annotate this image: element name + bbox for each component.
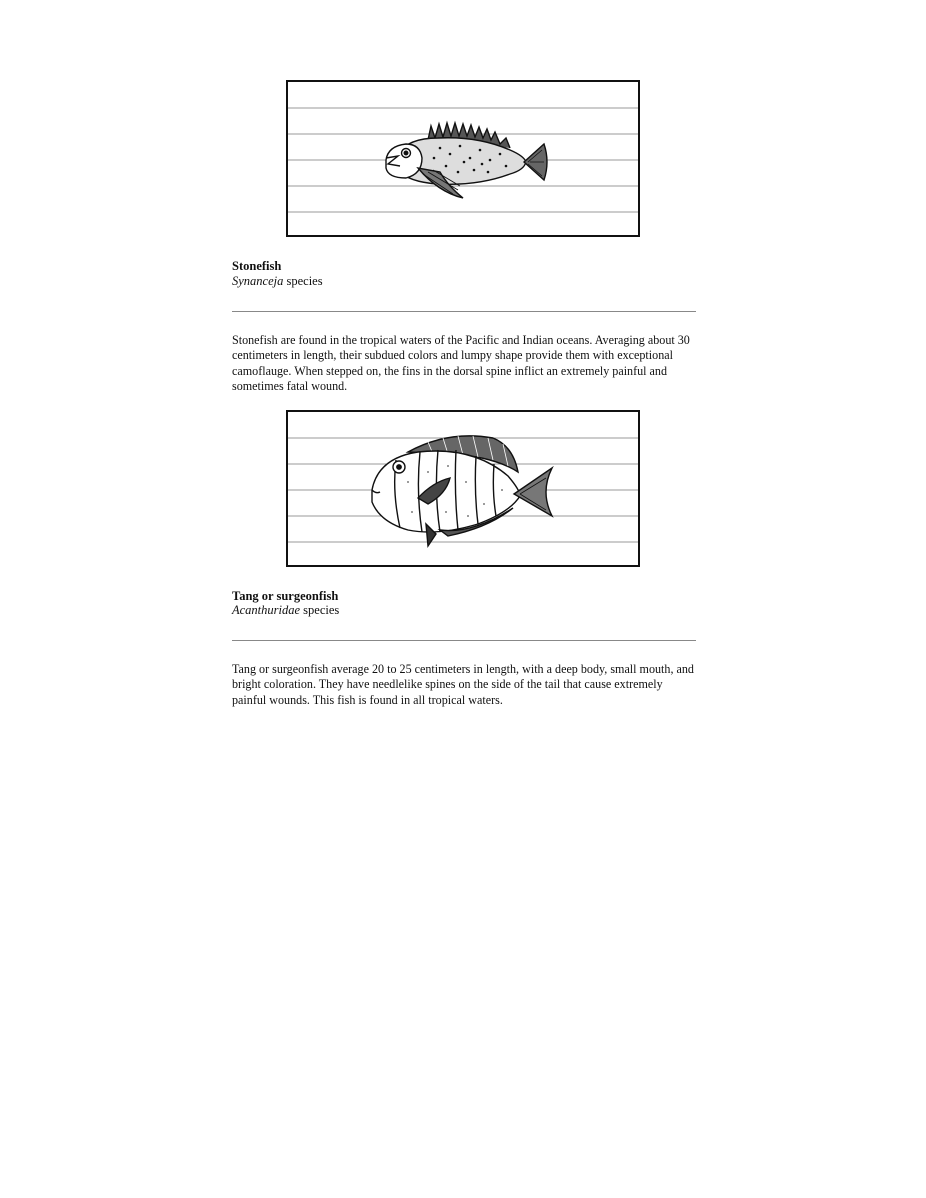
tang-scientific-name	[232, 603, 339, 618]
stonefish-common-name: Stonefish	[232, 259, 282, 273]
tang-genus: Acanthuridae	[232, 603, 301, 617]
stonefish-scientific-name	[232, 274, 323, 289]
tang-common-name: Tang or surgeonfish	[232, 589, 339, 603]
tang-drawing	[372, 436, 552, 546]
stonefish-species-suffix: species	[283, 274, 323, 288]
stonefish-illustration	[286, 80, 640, 237]
stonefish-genus: Synanceja	[232, 274, 284, 288]
stonefish-description: Stonefish are found in the tropical waters of the Pacific and Indian oceans. Averaging about 30 centimeters in length, their subdued colors and lumpy shape provide them with exceptional camoflauge. When stepped on, the fins in the dorsal spine inflict an extremely painful and sometimes fatal wound.	[232, 333, 690, 393]
tang-illustration	[286, 410, 640, 567]
tang-divider	[232, 640, 696, 641]
tang-species-suffix: species	[300, 603, 340, 617]
tang-description: Tang or surgeonfish average 20 to 25 centimeters in length, with a deep body, small mouth, and bright coloration. They have needlelike spines on the side of the tail that cause extremely painful wounds. This fish is found in all tropical waters.	[232, 662, 694, 707]
stonefish-divider	[232, 311, 696, 312]
